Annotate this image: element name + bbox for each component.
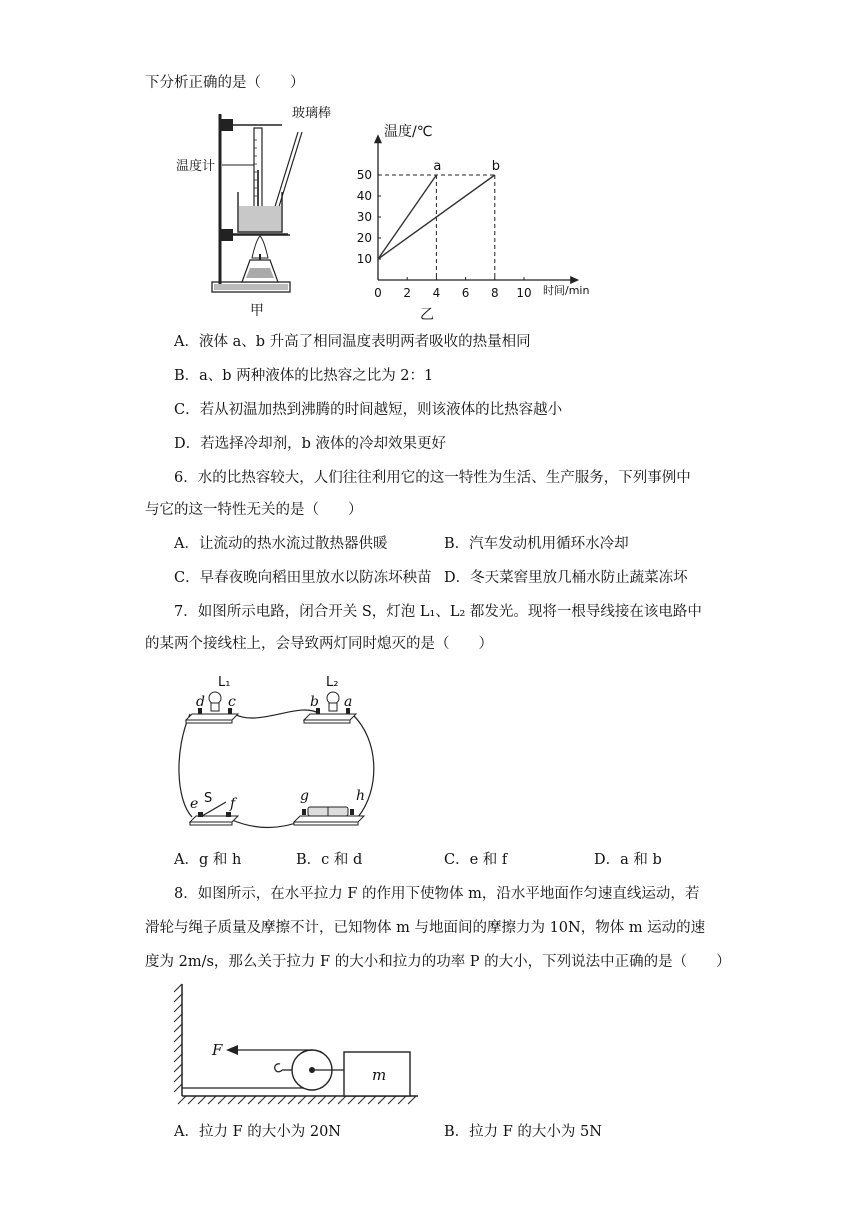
- q7-stem-line-2: 的某两个接线柱上，会导致两灯同时熄灭的是（ ）: [145, 636, 493, 652]
- x-tick-label-6: 6: [461, 286, 470, 300]
- chart-ylabel: 温度/℃: [384, 124, 433, 140]
- force-f-label: F: [212, 1041, 223, 1059]
- series-line-a: [378, 175, 436, 259]
- q5-option-b[interactable]: B．a、b 两种液体的比热容之比为 2：1: [174, 368, 434, 384]
- x-tick-label-2: 2: [403, 286, 412, 300]
- x-axis-arrow: [570, 276, 579, 284]
- y-tick-label-50: 50: [356, 168, 372, 182]
- series-label-b: b: [491, 159, 501, 174]
- y-tick-label-30: 30: [356, 210, 372, 224]
- thermometer-label: 温度计: [176, 159, 216, 174]
- q8-stem-line-3: 度为 2m/s，那么关于拉力 F 的大小和拉力的功率 P 的大小，下列说法中正确的是（ ）: [145, 954, 731, 970]
- lamp-l1-label: L₁: [218, 675, 231, 690]
- q6-option-b[interactable]: B．汽车发动机用循环水冷却: [444, 536, 629, 552]
- q5-stem-tail: 下分析正确的是（ ）: [145, 75, 305, 91]
- y-tick-label-40: 40: [356, 189, 372, 203]
- chart-xlabel: 时间/min: [543, 284, 590, 297]
- block-m-label: m: [372, 1066, 387, 1084]
- figure-caption-yi: 乙: [420, 307, 434, 323]
- q6-option-c[interactable]: C．早春夜晚向稻田里放水以防冻坏秧苗: [174, 570, 432, 586]
- q6-option-d[interactable]: D．冬天菜窖里放几桶水防止蔬菜冻坏: [444, 570, 688, 586]
- temperature-time-chart: [340, 112, 610, 324]
- y-tick-label-10: 10: [356, 252, 372, 266]
- circuit-figure: [170, 670, 390, 838]
- x-tick-label-8: 8: [490, 286, 499, 300]
- y-tick-label-20: 20: [356, 231, 372, 245]
- q8-stem-line-1: 8．如图所示，在水平拉力 F 的作用下使物体 m，沿水平地面作匀速直线运动，若: [174, 886, 700, 902]
- terminal-b-label: b: [310, 694, 319, 710]
- terminal-a-label: a: [344, 694, 353, 710]
- q7-option-a[interactable]: A．g 和 h: [174, 852, 242, 868]
- q6-stem-line-1: 6．水的比热容较大，人们往往利用它的这一特性为生活、生产服务，下列事例中: [174, 470, 691, 486]
- pulley-figure: [170, 980, 430, 1112]
- terminal-g-label: g: [300, 788, 309, 804]
- q7-option-b[interactable]: B．c 和 d: [296, 852, 363, 868]
- q5-option-d[interactable]: D．若选择冷却剂，b 液体的冷却效果更好: [174, 436, 447, 452]
- q6-stem-line-2: 与它的这一特性无关的是（ ）: [145, 502, 363, 518]
- figure-caption-jia: 甲: [250, 303, 264, 319]
- terminal-h-label: h: [356, 788, 366, 804]
- q8-stem-line-2: 滑轮与绳子质量及摩擦不计，已知物体 m 与地面间的摩擦力为 10N，物体 m 运动的速: [145, 920, 706, 936]
- terminal-c-label: c: [228, 694, 236, 710]
- x-tick-label-0: 0: [374, 286, 382, 300]
- apparatus-figure-jia: [170, 100, 332, 325]
- q6-option-a[interactable]: A．让流动的热水流过散热器供暖: [174, 536, 388, 552]
- terminal-e-label: e: [190, 796, 199, 812]
- terminal-f-label: f: [230, 796, 236, 812]
- terminal-d-label: d: [196, 694, 205, 710]
- q7-stem-line-1: 7．如图所示电路，闭合开关 S，灯泡 L₁、L₂ 都发光。现将一根导线接在该电路中: [174, 604, 702, 620]
- q5-option-a[interactable]: A．液体 a、b 升高了相同温度表明两者吸收的热量相同: [174, 334, 531, 350]
- q5-option-c[interactable]: C．若从初温加热到沸腾的时间越短，则该液体的比热容越小: [174, 402, 563, 418]
- x-tick-label-4: 4: [432, 286, 441, 300]
- glass-rod-label: 玻璃棒: [292, 106, 332, 121]
- q8-option-b[interactable]: B．拉力 F 的大小为 5N: [444, 1124, 602, 1140]
- lamp-l2-label: L₂: [326, 675, 339, 690]
- q7-option-d[interactable]: D．a 和 b: [594, 852, 662, 868]
- q7-option-c[interactable]: C．e 和 f: [444, 852, 508, 868]
- q8-option-a[interactable]: A．拉力 F 的大小为 20N: [174, 1124, 341, 1140]
- series-label-a: a: [433, 159, 442, 174]
- switch-s-label: S: [204, 791, 213, 806]
- y-axis-arrow: [374, 134, 382, 143]
- x-tick-label-10: 10: [516, 286, 532, 300]
